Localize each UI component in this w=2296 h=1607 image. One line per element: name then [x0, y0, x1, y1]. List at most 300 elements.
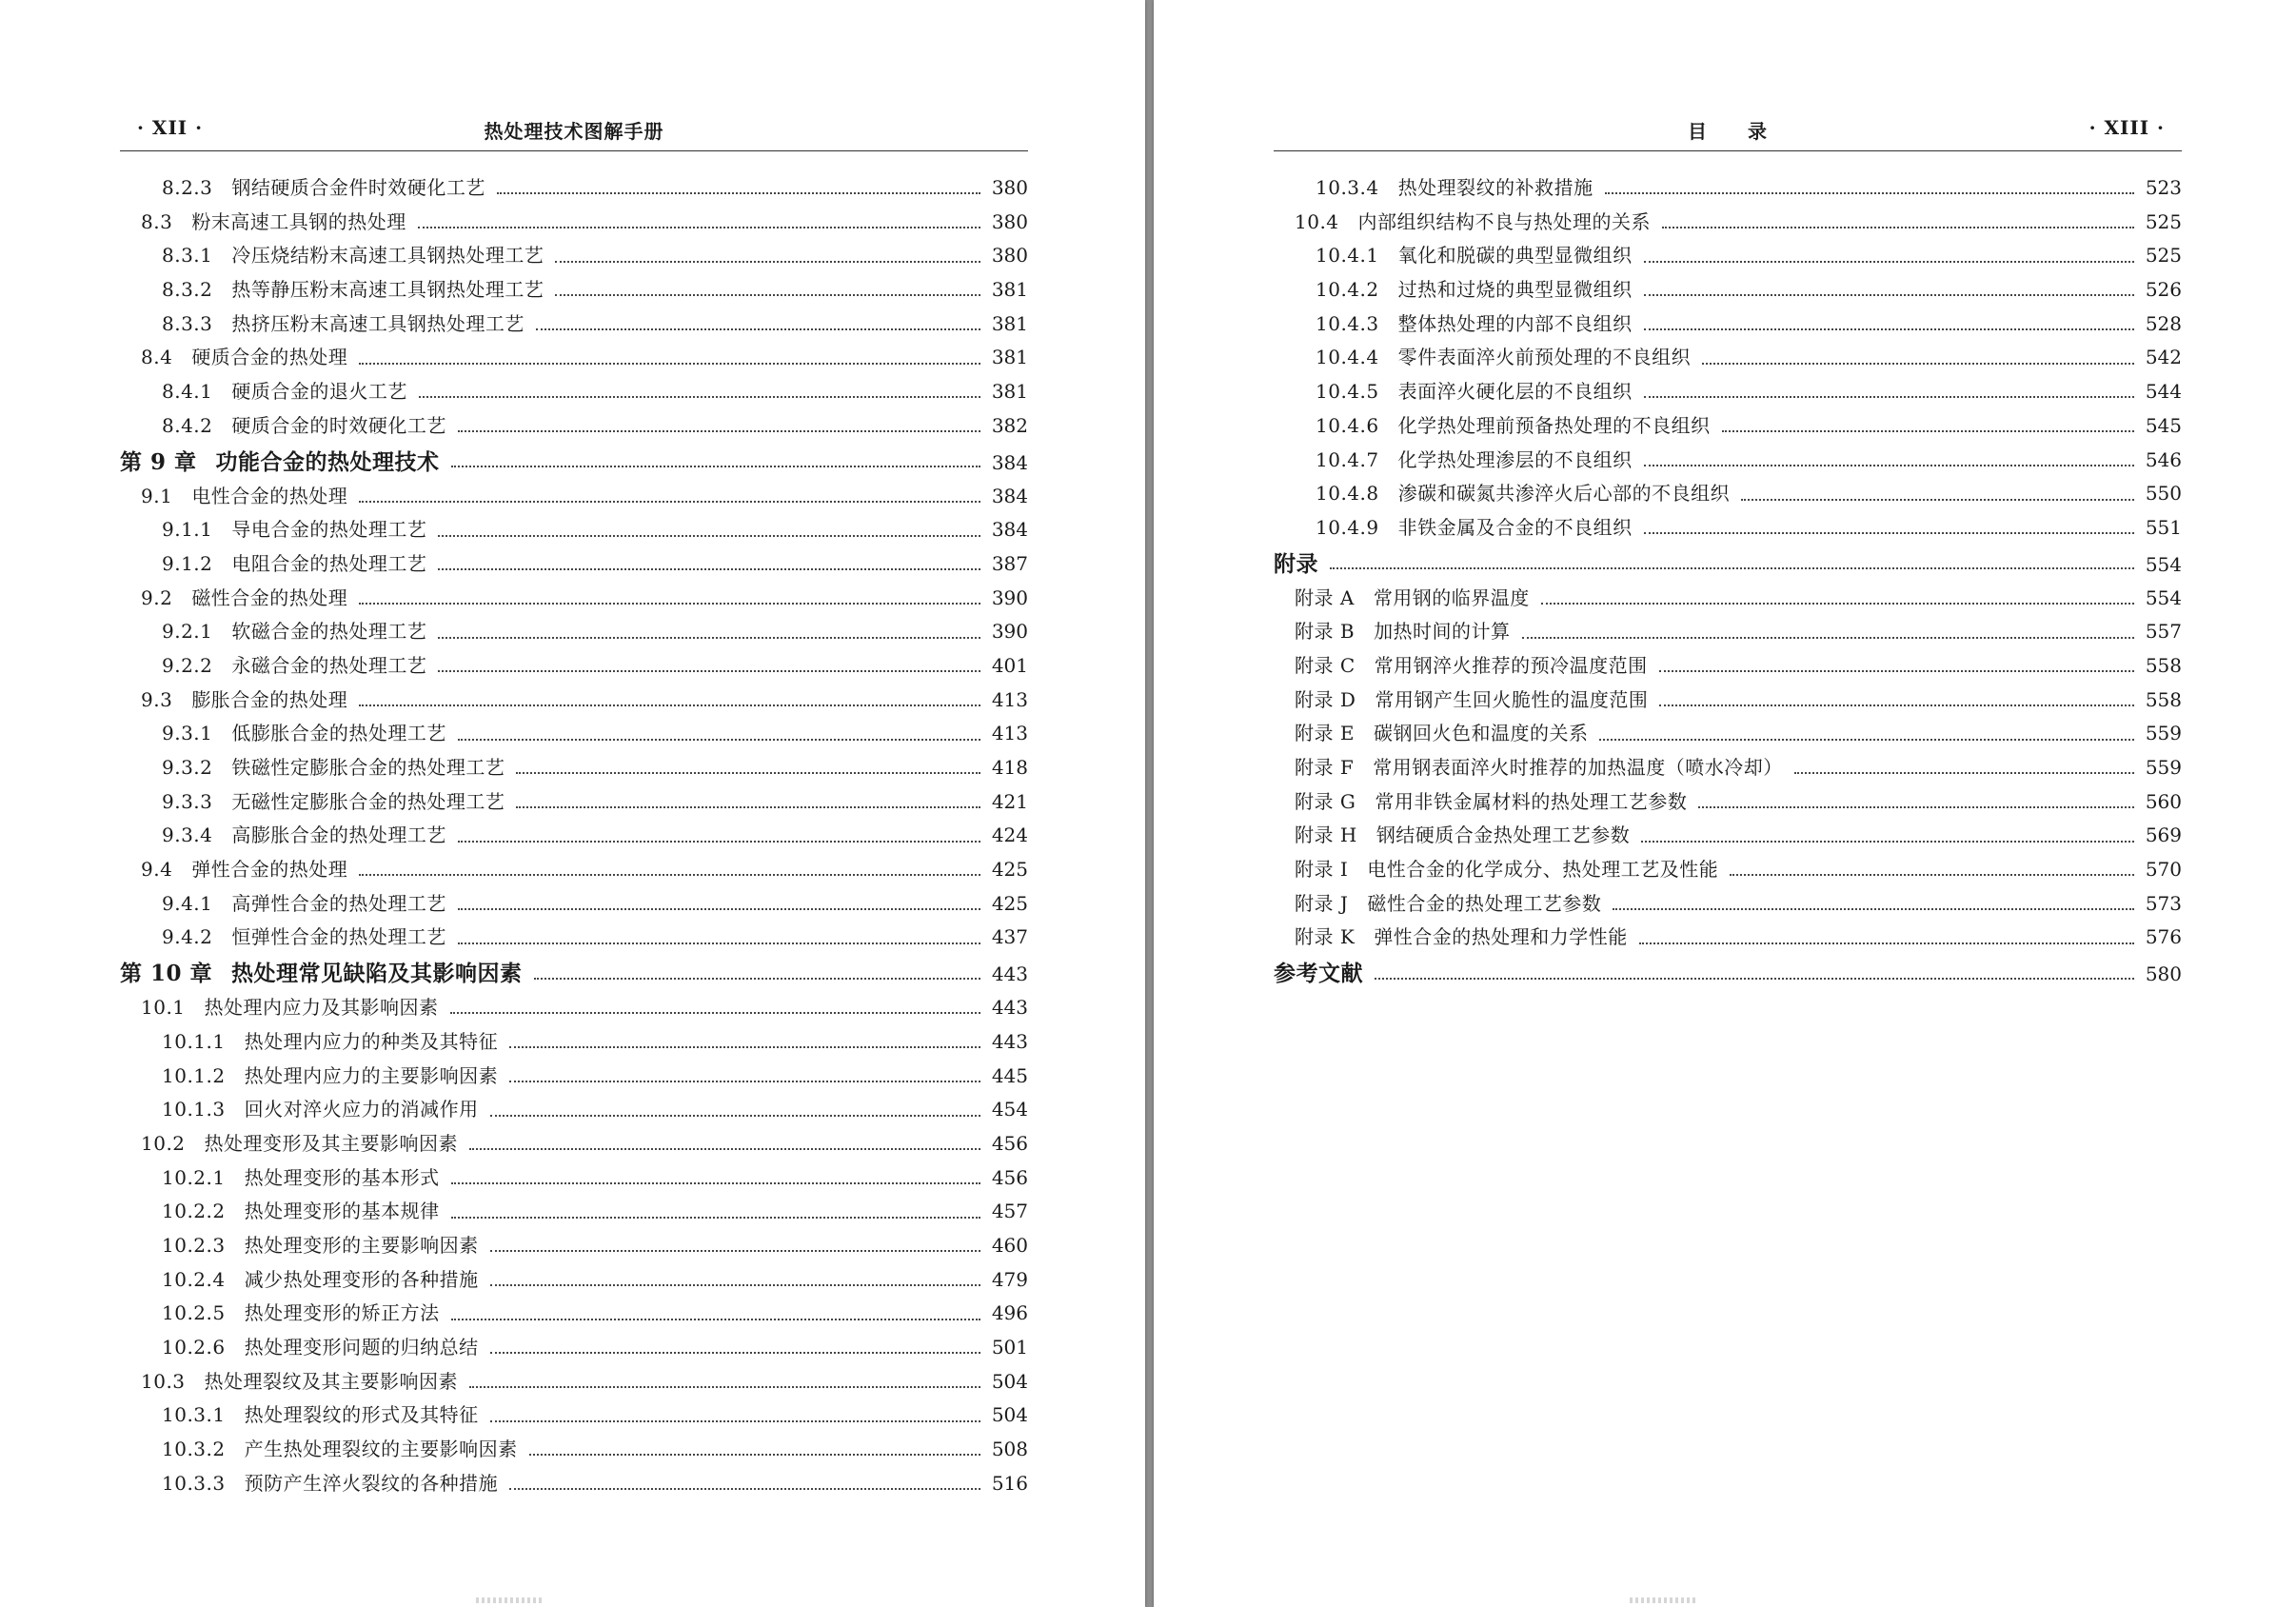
toc-entry-label: [141, 342, 347, 369]
toc-page-number: 445: [991, 1063, 1028, 1087]
toc-entry-number: 10.2.1: [162, 1165, 226, 1189]
toc-entry-title: 热处理变形的基本规律: [244, 1200, 440, 1223]
toc-chapter-entry[interactable]: [120, 445, 1028, 481]
toc-entry-title: 电性合金的热处理: [191, 484, 348, 507]
toc-entry-title: 过热和过烧的典型显微组织: [1397, 278, 1633, 302]
toc-entry-title: 弹性合金的热处理和力学性能: [1374, 925, 1628, 949]
toc-entry-title: 化学热处理前预备热处理的不良组织: [1397, 413, 1711, 437]
section-title: 目 录: [1688, 120, 1768, 143]
toc-entry[interactable]: [120, 684, 1028, 719]
toc-entry-label: [1316, 240, 1633, 268]
toc-entry-title: 产生热处理裂纹的主要影响因素: [244, 1438, 518, 1461]
toc-entry-label: [141, 481, 347, 508]
toc-page-number: 479: [991, 1267, 1028, 1291]
toc-entry-title: 非铁金属及合金的不良组织: [1397, 515, 1633, 539]
dot-leader: [1662, 226, 2134, 228]
dot-leader: [555, 293, 980, 296]
toc-entry[interactable]: [120, 888, 1028, 923]
toc-entry-label: [162, 1468, 498, 1496]
toc-entry-label: [1295, 820, 1630, 847]
toc-entry-title: 永磁合金的热处理工艺: [231, 653, 427, 677]
toc-page-number: 382: [991, 413, 1028, 437]
toc-entry-label: [162, 650, 426, 678]
toc-entry[interactable]: [1274, 207, 2182, 241]
toc-entry-number: 8.2.3: [162, 176, 213, 199]
toc-entry[interactable]: [120, 616, 1028, 650]
toc-entry-title: 常用非铁金属材料的热处理工艺参数: [1375, 789, 1688, 813]
toc-entry[interactable]: [120, 1332, 1028, 1366]
toc-entry-title: 氧化和脱碳的典型显微组织: [1397, 244, 1633, 268]
toc-page-number: 380: [991, 209, 1028, 233]
page-header: [1274, 110, 2182, 149]
dot-leader: [1644, 260, 2134, 263]
toc-entry[interactable]: [120, 1162, 1028, 1197]
toc-page-number: 576: [2145, 925, 2182, 949]
dot-leader: [359, 362, 980, 365]
toc-entry-title: 热处理变形问题的归纳总结: [244, 1336, 479, 1359]
toc-page-number: 523: [2145, 176, 2182, 199]
toc-entry-title: 热处理内应力及其影响因素: [204, 996, 439, 1020]
dot-leader: [451, 1181, 980, 1184]
toc-entry-label: [1295, 786, 1687, 814]
page-header: [120, 110, 1028, 149]
toc-entry-title: 热处理内应力的种类及其特征: [244, 1029, 499, 1053]
left-page: [0, 0, 1145, 1607]
toc-page-number: 437: [991, 925, 1028, 949]
toc-entry[interactable]: [120, 410, 1028, 445]
toc-entry-title: 常用钢产生回火脆性的温度范围: [1375, 687, 1649, 711]
dot-leader: [1541, 602, 2134, 605]
toc-entry-title: 无磁性定膨胀合金的热处理工艺: [231, 789, 505, 813]
toc-entry-number: 附录 C: [1295, 653, 1356, 677]
toc-page-number: 504: [991, 1403, 1028, 1427]
toc-entry[interactable]: [1274, 583, 2182, 617]
toc-page-number: 390: [991, 585, 1028, 609]
toc-entry[interactable]: [1274, 274, 2182, 308]
toc-entry-label: [162, 1026, 498, 1054]
toc-entry-label: [162, 274, 544, 302]
dot-leader: [490, 1283, 980, 1286]
toc-entry[interactable]: [120, 1468, 1028, 1502]
toc-page-number: 560: [2145, 789, 2182, 813]
toc-page-number: 528: [2145, 311, 2182, 335]
toc-entry[interactable]: [120, 1094, 1028, 1128]
toc-entry-title: 减少热处理变形的各种措施: [244, 1267, 479, 1291]
toc-entry-number: 附录 B: [1295, 620, 1356, 644]
toc-page-number: 380: [991, 176, 1028, 199]
toc-entry-label: [162, 1196, 440, 1223]
toc-entry-number: 10.4.4: [1316, 346, 1379, 369]
toc-entry[interactable]: [120, 820, 1028, 854]
toc-entry[interactable]: [120, 1026, 1028, 1061]
toc-entry-label: [141, 992, 439, 1020]
toc-page-number: 554: [2145, 585, 2182, 609]
toc-entry-label: [1316, 376, 1633, 404]
toc-entry[interactable]: [120, 1298, 1028, 1332]
footer-watermark: [476, 1597, 543, 1603]
toc-entry-title: 附录: [1274, 550, 1318, 577]
dot-leader: [469, 1385, 980, 1388]
dot-leader: [1375, 977, 2134, 980]
toc-entry-title: 零件表面淬火前预处理的不良组织: [1397, 346, 1692, 369]
toc-page-number: 546: [2145, 447, 2182, 471]
toc-entry-number: 10.4.9: [1316, 515, 1379, 539]
dot-leader: [458, 738, 980, 741]
toc-page-number: 390: [991, 620, 1028, 644]
toc-list: [1274, 172, 2182, 992]
toc-entry-label: [1295, 888, 1601, 916]
toc-page-number: 542: [2145, 346, 2182, 369]
toc-page-number: 387: [991, 551, 1028, 575]
toc-entry[interactable]: [120, 1061, 1028, 1095]
footer-watermark: [1630, 1597, 1696, 1603]
book-title: 热处理技术图解手册: [484, 120, 664, 143]
dot-leader: [1698, 805, 2133, 808]
toc-page-number: 384: [991, 484, 1028, 507]
dot-leader: [359, 704, 980, 706]
dot-leader: [458, 429, 980, 432]
dot-leader: [1741, 498, 2134, 501]
dot-leader: [1641, 840, 2134, 843]
toc-entry-title: 参考文献: [1274, 961, 1363, 987]
dot-leader: [450, 1011, 980, 1014]
toc-entry-label: [141, 583, 347, 610]
dot-leader: [451, 1318, 980, 1320]
toc-entry[interactable]: [120, 481, 1028, 515]
toc-entry-number: 附录 H: [1295, 823, 1357, 847]
toc-entry[interactable]: [120, 1264, 1028, 1299]
toc-entry[interactable]: [1274, 342, 2182, 376]
toc-entry-label: [1295, 650, 1648, 678]
toc-entry-title: 冷压烧结粉末高速工具钢热处理工艺: [231, 244, 544, 268]
toc-entry[interactable]: [1274, 616, 2182, 650]
toc-entry-number: 10.3.4: [1316, 176, 1379, 199]
toc-page-number: 551: [2145, 515, 2182, 539]
toc-entry-number: 10.4.6: [1316, 413, 1379, 437]
toc-entry-number: 附录 G: [1295, 789, 1356, 813]
toc-page-number: 380: [991, 244, 1028, 268]
toc-entry-number: 10.1.1: [162, 1029, 226, 1053]
toc-page-number: 554: [2145, 552, 2182, 576]
toc-page-number: 425: [991, 891, 1028, 915]
toc-page-number: 424: [991, 823, 1028, 847]
toc-entry[interactable]: [120, 650, 1028, 684]
toc-entry[interactable]: [120, 1230, 1028, 1264]
toc-entry-number: 10.3.3: [162, 1471, 226, 1495]
toc-entry[interactable]: [120, 1196, 1028, 1230]
toc-entry-title: 回火对淬火应力的消减作用: [244, 1098, 479, 1121]
toc-page-number: 456: [991, 1131, 1028, 1155]
toc-entry-number: 10.2.2: [162, 1200, 226, 1223]
toc-entry-label: [120, 956, 523, 987]
toc-entry-title: 高膨胀合金的热处理工艺: [231, 823, 446, 847]
toc-entry[interactable]: [120, 1128, 1028, 1162]
toc-page-number: 558: [2145, 687, 2182, 711]
dot-leader: [458, 907, 980, 910]
toc-entry[interactable]: [120, 854, 1028, 888]
toc-entry-title: 渗碳和碳氮共渗淬火后心部的不良组织: [1397, 482, 1731, 506]
toc-entry-title: 膨胀合金的热处理: [191, 687, 348, 711]
toc-entry[interactable]: [120, 583, 1028, 617]
dot-leader: [1644, 464, 2134, 466]
toc-entry-label: [1295, 583, 1530, 610]
toc-entry-number: 8.3.3: [162, 311, 213, 335]
toc-entry-label: [162, 820, 446, 847]
toc-entry-title: 加热时间的计算: [1374, 620, 1511, 644]
toc-entry-number: 10.2: [141, 1131, 186, 1155]
dot-leader: [1794, 771, 2134, 774]
toc-entry-number: 附录 D: [1295, 687, 1356, 711]
dot-leader: [516, 805, 980, 808]
toc-entry-label: [1295, 684, 1648, 712]
dot-leader: [534, 977, 980, 980]
toc-entry-label: [141, 684, 347, 712]
dot-leader: [438, 636, 980, 639]
toc-entry[interactable]: [1274, 888, 2182, 923]
toc-entry-label: [1316, 342, 1691, 369]
dot-leader: [451, 1216, 980, 1219]
dot-leader: [1659, 704, 2133, 706]
toc-entry-label: [1316, 308, 1633, 336]
toc-entry-label: [1274, 956, 1363, 987]
toc-entry[interactable]: [120, 992, 1028, 1026]
toc-entry-title: 磁性合金的热处理: [191, 585, 348, 609]
dot-leader: [509, 1045, 980, 1048]
toc-entry[interactable]: [120, 274, 1028, 308]
toc-page-number: 559: [2145, 756, 2182, 779]
toc-entry[interactable]: [120, 752, 1028, 786]
header-rule: [1274, 150, 2182, 151]
toc-page-number: 460: [991, 1233, 1028, 1257]
toc-chapter-entry[interactable]: [120, 956, 1028, 992]
toc-entry[interactable]: [1274, 650, 2182, 684]
toc-entry-label: [162, 1230, 479, 1258]
dot-leader: [438, 567, 980, 570]
toc-entry-number: 10.1: [141, 996, 186, 1020]
toc-entry[interactable]: [1274, 172, 2182, 207]
toc-entry[interactable]: [1274, 512, 2182, 546]
toc-entry-title: 电性合金的化学成分、热处理工艺及性能: [1367, 858, 1719, 882]
toc-entry-title: 铁磁性定膨胀合金的热处理工艺: [231, 756, 505, 779]
toc-entry-title: 热等静压粉末高速工具钢热处理工艺: [231, 278, 544, 302]
toc-entry[interactable]: [120, 548, 1028, 583]
toc-entry-title: 热挤压粉末高速工具钢热处理工艺: [231, 311, 525, 335]
toc-entry[interactable]: [1274, 820, 2182, 854]
toc-entry-number: 10.4.8: [1316, 482, 1379, 506]
dot-leader: [1613, 907, 2133, 910]
toc-entry-title: 热处理常见缺陷及其影响因素: [231, 961, 523, 987]
toc-entry-title: 整体热处理的内部不良组织: [1397, 311, 1633, 335]
toc-entry-number: 10.3: [141, 1369, 186, 1393]
toc-entry-title: 热处理变形的矫正方法: [244, 1301, 440, 1325]
toc-entry-number: 附录 E: [1295, 722, 1355, 745]
toc-entry[interactable]: [1274, 718, 2182, 752]
toc-entry-title: 弹性合金的热处理: [191, 858, 348, 882]
dot-leader: [469, 1147, 980, 1150]
toc-entry[interactable]: [1274, 752, 2182, 786]
toc-entry-label: [1316, 512, 1633, 540]
toc-entry-title: 低膨胀合金的热处理工艺: [231, 722, 446, 745]
toc-entry[interactable]: [1274, 684, 2182, 719]
toc-entry[interactable]: [1274, 376, 2182, 410]
toc-entry-number: 附录 A: [1295, 585, 1355, 609]
toc-page-number: 501: [991, 1336, 1028, 1359]
toc-entry-number: 9.3.1: [162, 722, 213, 745]
toc-entry[interactable]: [1274, 445, 2182, 479]
dot-leader: [1722, 429, 2134, 432]
toc-entry-number: 8.4.2: [162, 413, 213, 437]
toc-entry[interactable]: [120, 1399, 1028, 1434]
toc-page-number: 381: [991, 311, 1028, 335]
toc-entry[interactable]: [120, 786, 1028, 821]
dot-leader: [451, 465, 980, 467]
toc-entry[interactable]: [120, 376, 1028, 410]
toc-entry-label: [162, 240, 544, 268]
toc-entry-number: 9.2.2: [162, 653, 213, 677]
toc-entry[interactable]: [120, 207, 1028, 241]
toc-entry-label: [1295, 752, 1783, 780]
toc-entry-title: 钢结硬质合金热处理工艺参数: [1376, 823, 1631, 847]
toc-entry[interactable]: [120, 308, 1028, 343]
toc-entry-label: [1316, 274, 1633, 302]
dot-leader: [497, 191, 980, 194]
toc-entry-number: 10.4: [1295, 209, 1339, 233]
toc-entry-label: [162, 888, 446, 916]
dot-leader: [1644, 531, 2134, 534]
toc-entry[interactable]: [1274, 854, 2182, 888]
toc-entry[interactable]: [120, 922, 1028, 956]
toc-entry-number: 9.1.1: [162, 518, 213, 542]
toc-entry[interactable]: [1274, 240, 2182, 274]
toc-entry-label: [1295, 854, 1718, 882]
toc-entry-title: 钢结硬质合金件时效硬化工艺: [231, 176, 485, 199]
toc-entry[interactable]: [1274, 410, 2182, 445]
toc-entry[interactable]: [120, 240, 1028, 274]
toc-entry-label: [141, 854, 347, 882]
toc-entry-number: 10.2.4: [162, 1267, 226, 1291]
toc-entry[interactable]: [1274, 786, 2182, 821]
dot-leader: [516, 771, 980, 774]
toc-page-number: 413: [991, 722, 1028, 745]
dot-leader: [490, 1351, 980, 1354]
toc-page-number: 418: [991, 756, 1028, 779]
dot-leader: [509, 1487, 980, 1490]
toc-page-number: 580: [2145, 962, 2182, 986]
toc-chapter-entry[interactable]: [1274, 956, 2182, 992]
toc-entry[interactable]: [120, 172, 1028, 207]
toc-entry[interactable]: [120, 1434, 1028, 1468]
toc-entry-number: 第 10 章: [120, 961, 213, 987]
toc-entry-label: [162, 1061, 498, 1088]
toc-entry-title: 预防产生淬火裂纹的各种措施: [244, 1471, 499, 1495]
toc-page-number: 569: [2145, 823, 2182, 847]
toc-entry-title: 高弹性合金的热处理工艺: [231, 891, 446, 915]
toc-entry-label: [162, 752, 505, 780]
dot-leader: [536, 327, 980, 330]
toc-entry-title: 内部组织结构不良与热处理的关系: [1357, 209, 1652, 233]
dot-leader: [490, 1419, 980, 1422]
toc-chapter-entry[interactable]: [1274, 546, 2182, 583]
toc-entry-number: 第 9 章: [120, 448, 197, 475]
toc-page-number: 421: [991, 789, 1028, 813]
toc-entry-number: 9.2.1: [162, 620, 213, 644]
toc-entry[interactable]: [120, 1366, 1028, 1400]
toc-entry-title: 电阻合金的热处理工艺: [231, 551, 427, 575]
toc-entry-title: 粉末高速工具钢的热处理: [191, 209, 406, 233]
page-number-label: · XII ·: [137, 116, 204, 139]
toc-page-number: 570: [2145, 858, 2182, 882]
toc-entry-title: 导电合金的热处理工艺: [231, 518, 427, 542]
toc-entry-label: [1316, 172, 1593, 200]
toc-entry-label: [162, 1332, 479, 1359]
toc-page-number: 443: [991, 996, 1028, 1020]
toc-entry-number: 10.4.2: [1316, 278, 1379, 302]
toc-page-number: 544: [2145, 380, 2182, 404]
toc-entry-label: [162, 410, 446, 438]
dot-leader: [1522, 636, 2134, 639]
toc-entry-number: 8.4: [141, 346, 173, 369]
toc-entry-title: 磁性合金的热处理工艺参数: [1367, 891, 1602, 915]
toc-entry-number: 附录 I: [1295, 858, 1349, 882]
toc-entry-title: 功能合金的热处理技术: [215, 448, 440, 475]
dot-leader: [438, 534, 980, 537]
toc-entry-title: 硬质合金的热处理: [191, 346, 348, 369]
toc-page-number: 384: [991, 450, 1028, 474]
toc-entry-title: 热处理裂纹的补救措施: [1397, 176, 1593, 199]
toc-entry-number: 8.3: [141, 209, 173, 233]
dot-leader: [1639, 942, 2134, 944]
toc-entry[interactable]: [120, 514, 1028, 548]
toc-entry-number: 8.3.2: [162, 278, 213, 302]
toc-page-number: 550: [2145, 482, 2182, 506]
toc-entry[interactable]: [1274, 922, 2182, 956]
toc-entry-title: 热处理裂纹的形式及其特征: [244, 1403, 479, 1427]
toc-page-number: 558: [2145, 653, 2182, 677]
right-page: [1154, 0, 2296, 1607]
toc-entry[interactable]: [120, 342, 1028, 376]
toc-page-number: 443: [991, 962, 1028, 986]
toc-entry-title: 常用钢的临界温度: [1373, 585, 1530, 609]
dot-leader: [359, 873, 980, 876]
toc-page-number: 525: [2145, 209, 2182, 233]
toc-entry[interactable]: [120, 718, 1028, 752]
toc-entry[interactable]: [1274, 478, 2182, 512]
toc-entry-label: [162, 718, 446, 745]
toc-page-number: 381: [991, 278, 1028, 302]
toc-entry-number: 10.4.7: [1316, 447, 1379, 471]
dot-leader: [1702, 362, 2134, 365]
toc-entry-number: 9.1: [141, 484, 173, 507]
toc-entry-number: 10.1.3: [162, 1098, 226, 1121]
toc-entry-title: 软磁合金的热处理工艺: [231, 620, 427, 644]
toc-entry-title: 热处理裂纹及其主要影响因素: [204, 1369, 459, 1393]
toc-entry-number: 10.2.5: [162, 1301, 226, 1325]
toc-entry-label: [162, 308, 525, 336]
toc-entry-label: [141, 1128, 458, 1156]
toc-entry-number: 10.3.2: [162, 1438, 226, 1461]
toc-entry-label: [162, 1399, 479, 1427]
toc-entry[interactable]: [1274, 308, 2182, 343]
toc-page-number: 496: [991, 1301, 1028, 1325]
toc-list: [120, 172, 1028, 1501]
dot-leader: [359, 602, 980, 605]
toc-entry-label: [162, 1094, 479, 1121]
toc-entry-label: [141, 1366, 458, 1394]
toc-entry-label: [162, 1264, 479, 1292]
toc-entry-number: 8.3.1: [162, 244, 213, 268]
toc-page-number: 557: [2145, 620, 2182, 644]
toc-entry-label: [1316, 410, 1711, 438]
